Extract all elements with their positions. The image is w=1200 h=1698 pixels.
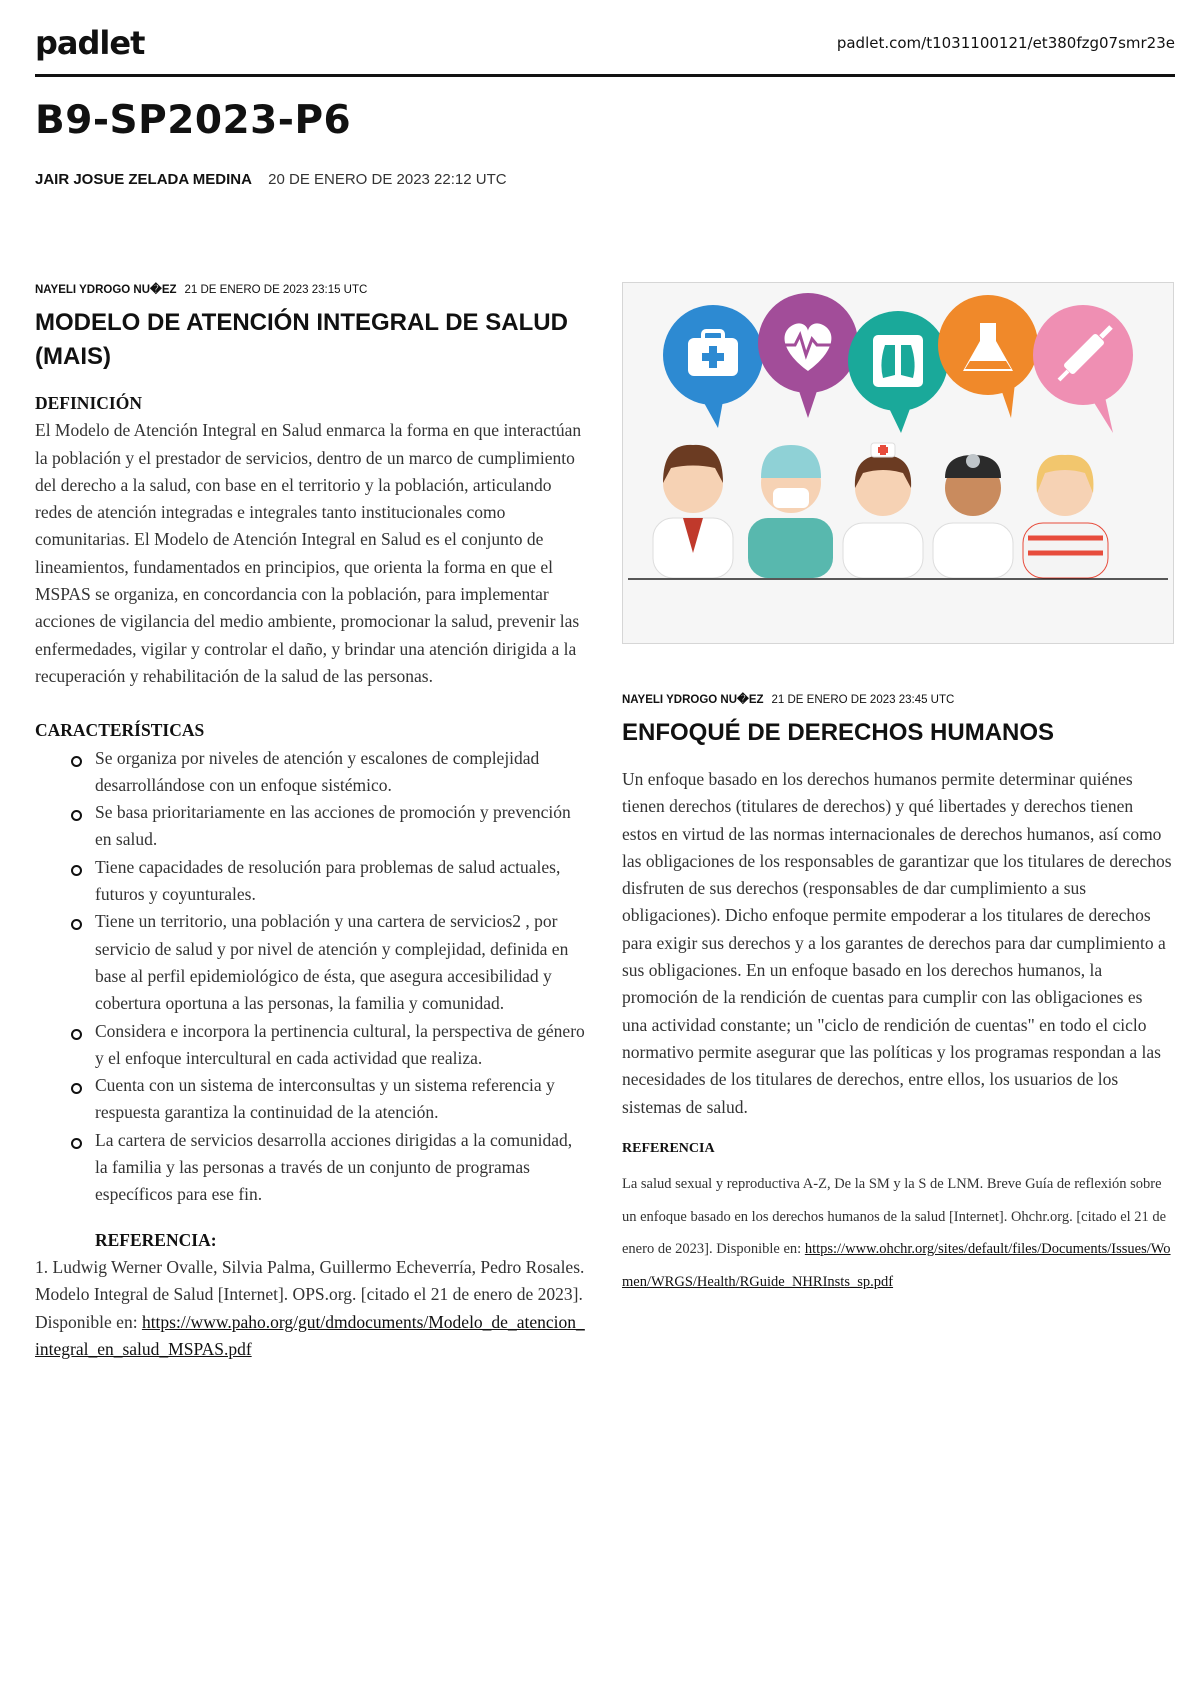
- characteristics-heading: CARACTERÍSTICAS: [35, 720, 205, 741]
- top-bar: [35, 24, 1175, 77]
- reference-link[interactable]: https://www.paho.org/gut/dmdocuments/Modelo_de_atencion_integral_en_salud_MSPAS.pdf: [35, 1311, 585, 1359]
- reference-link[interactable]: https://www.ohchr.org/sites/default/files/Documents/Issues/Women/WRGS/Health/RGuide_NHRInsts_sp.pdf: [622, 1241, 1171, 1290]
- board-author: JAIR JOSUE ZELADA MEDINA: [35, 171, 252, 188]
- post-author: NAYELI YDROGO NU�EZ: [35, 284, 177, 296]
- post-body: Un enfoque basado en los derechos humanos permite determinar quiénes tienen derechos (titulares de derechos) y qué libertades y derechos tienen estos en virtud de las normas internacionales de derechos humanos, así como las obligaciones de los responsables de garantizar que los titulares de derechos disfruten de sus derechos (responsables de dar cumplimiento a sus obligaciones). Dicho enfoque permite empoderar a los titulares de derechos para exigir sus derechos y a los garantes de derechos para dar cumplimiento a sus obligaciones. En un enfoque basado en los derechos humanos, la promoción de la rendición de cuentas para cumplir con las obligaciones es una actividad constante; un "ciclo de rendición de cuentas" en todo el ciclo normativo permite asegurar que las políticas y los programas respondan a las necesidades de los titulares de derechos, entre ellos, los usuarios de los sistemas de salud.: [622, 769, 1172, 1117]
- padlet-logo[interactable]: padlet: [35, 24, 145, 62]
- list-item: La cartera de servicios desarrolla acciones dirigidas a la comunidad, la familia y las personas a través de un conjunto de programas específicos para ese fin.: [95, 1127, 585, 1209]
- post-mais: [35, 282, 585, 1363]
- reference-heading: REFERENCIA: [622, 1140, 715, 1156]
- list-item: Tiene un territorio, una población y una cartera de servicios2 , por servicio de salud y por nivel de atención y complejidad, definida en base al perfil epidemiológico de ésta, que asegura accesibilidad y cobertura oportuna a las personas, la familia y comunidad.: [95, 908, 585, 1017]
- list-item: Cuenta con un sistema de interconsultas y un sistema referencia y respuesta garantiza la continuidad de la atención.: [95, 1072, 585, 1127]
- health-illustration: [623, 283, 1173, 643]
- post-body: [35, 390, 585, 1363]
- post-title: ENFOQUÉ DE DERECHOS HUMANOS: [622, 719, 1055, 746]
- list-item: Considera e incorpora la pertinencia cultural, la perspectiva de género y el enfoque intercultural en cada actividad que realiza.: [95, 1018, 585, 1073]
- reference-citation: 1. Ludwig Werner Ovalle, Silvia Palma, Guillermo Echeverría, Pedro Rosales. Modelo Integral de Salud [Internet]. OPS.org. [citado el 21 de enero de 2023]. Disponible en:: [35, 1256, 585, 1332]
- post-meta: [35, 282, 585, 296]
- board-url[interactable]: padlet.com/t1031100121/et380fzg07smr23e: [836, 34, 1175, 52]
- board-meta: [35, 171, 507, 188]
- post-title: MODELO DE ATENCIÓN INTEGRAL DE SALUD (MAIS): [35, 309, 568, 370]
- post-author: NAYELI YDROGO NU�EZ: [622, 694, 764, 706]
- post-date: 21 DE ENERO DE 2023 23:45 UTC: [771, 694, 955, 706]
- reference-text: [622, 1168, 1172, 1298]
- health-workers-image: [622, 282, 1174, 644]
- reference-citation: La salud sexual y reproductiva A-Z, De la SM y la S de LNM. Breve Guía de reflexión sobre un enfoque basado en los derechos humanos de la salud [Internet]. Ohchr.org. [citado el 21 de enero de 2023]. Disponible en:: [622, 1176, 1167, 1258]
- post-meta: [622, 692, 1172, 706]
- right-column: [622, 282, 1172, 1290]
- board-date: 20 DE ENERO DE 2023 22:12 UTC: [268, 171, 507, 188]
- characteristics-list: [35, 745, 585, 1209]
- post-date: 21 DE ENERO DE 2023 23:15 UTC: [184, 284, 368, 296]
- reference-heading: REFERENCIA:: [95, 1229, 217, 1250]
- list-item: Se organiza por niveles de atención y escalones de complejidad desarrollándose con un enfoque sistémico.: [95, 745, 585, 800]
- reference-text: [35, 1254, 585, 1363]
- list-item: Se basa prioritariamente en las acciones de promoción y prevención en salud.: [95, 799, 585, 854]
- definition-text: El Modelo de Atención Integral en Salud enmarca la forma en que interactúan la población y el prestador de servicios, dentro de un marco de cumplimiento del derecho a la salud, con base en el territorio y la población, articulando redes de atención integradas e integrales tanto institucionales como comunitarias. El Modelo de Atención Integral en Salud es el conjunto de lineamientos, fundamentados en principios, que orienta la forma en que el MSPAS se organiza, en concordancia con la población, para implementar acciones de vigilancia del medio ambiente, promocionar la salud, prevenir las enfermedades, vigilar y controlar el daño, y brindar una atención dirigida a la recuperación y rehabilitación de la salud de las personas.: [35, 420, 582, 686]
- definition-heading: DEFINICIÓN: [35, 393, 142, 413]
- board-title: B9-SP2023-P6: [35, 98, 352, 143]
- list-item: Tiene capacidades de resolución para problemas de salud actuales, futuros y coyunturales.: [95, 854, 585, 909]
- post-human-rights: [622, 692, 1172, 1298]
